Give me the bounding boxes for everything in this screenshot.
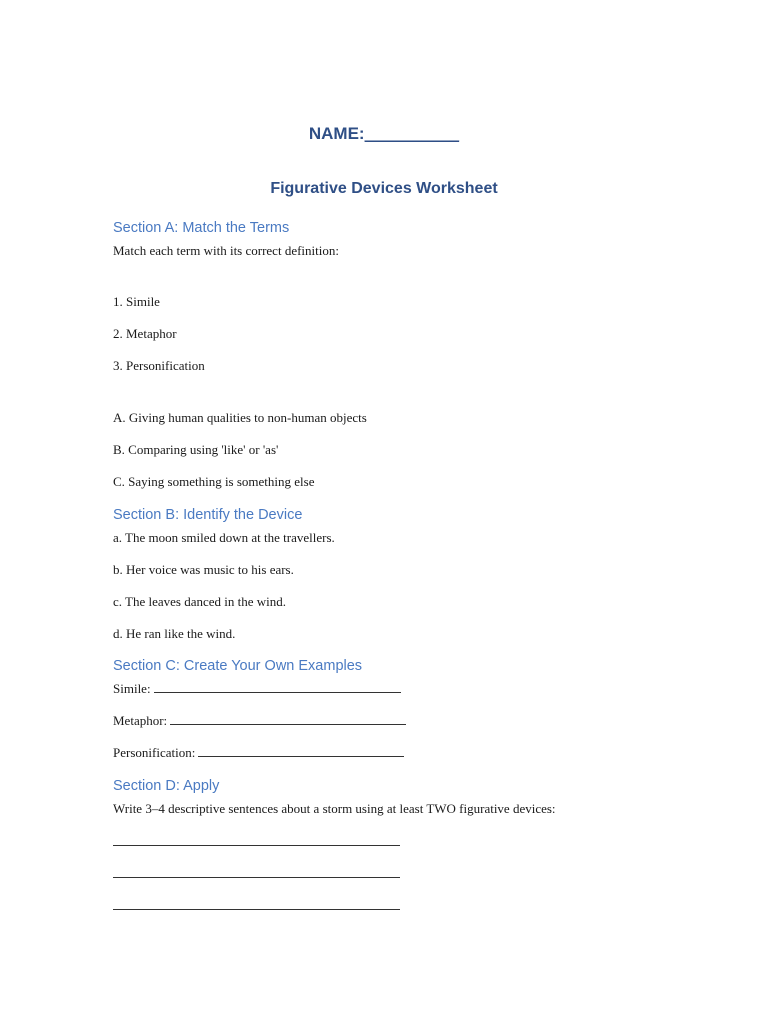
name-line [0, 124, 768, 144]
section-d-heading: Section D: Apply [113, 778, 220, 794]
term-item: 3. Personification [113, 358, 205, 373]
section-b-heading: Section B: Identify the Device [113, 507, 303, 523]
identify-item: c. The leaves danced in the wind. [113, 594, 287, 609]
worksheet-title: Figurative Devices Worksheet [270, 180, 498, 197]
answer-line[interactable] [198, 745, 404, 757]
section-d-instruction: Write 3–4 descriptive sentences about a storm using at least TWO figurative devices: [113, 801, 556, 816]
example-prompt-label: Personification: [113, 745, 196, 760]
term-item: 2. Metaphor [113, 326, 177, 341]
identify-item: b. Her voice was music to his ears. [113, 562, 294, 577]
definition-item: B. Comparing using 'like' or 'as' [113, 442, 279, 457]
answer-line[interactable] [113, 845, 400, 846]
example-prompt-label: Metaphor: [113, 713, 168, 728]
example-prompt-simile [113, 681, 401, 697]
definition-item: C. Saying something is something else [113, 474, 315, 489]
answer-line[interactable] [154, 681, 401, 693]
answer-line[interactable] [113, 909, 400, 910]
example-prompt-label: Simile: [113, 681, 151, 696]
definition-item: A. Giving human qualities to non-human objects [113, 410, 367, 425]
section-a-heading: Section A: Match the Terms [113, 220, 290, 236]
name-blank: __________ [364, 124, 460, 143]
answer-line[interactable] [113, 877, 400, 878]
example-prompt-personification [113, 745, 404, 761]
identify-item: d. He ran like the wind. [113, 626, 236, 641]
identify-item: a. The moon smiled down at the travellers. [113, 530, 335, 545]
section-c-heading: Section C: Create Your Own Examples [113, 658, 363, 674]
name-label: NAME: [308, 124, 365, 143]
term-item: 1. Simile [113, 294, 160, 309]
example-prompt-metaphor [113, 713, 406, 729]
answer-line[interactable] [170, 713, 406, 725]
section-a-instruction: Match each term with its correct definition: [113, 243, 339, 258]
